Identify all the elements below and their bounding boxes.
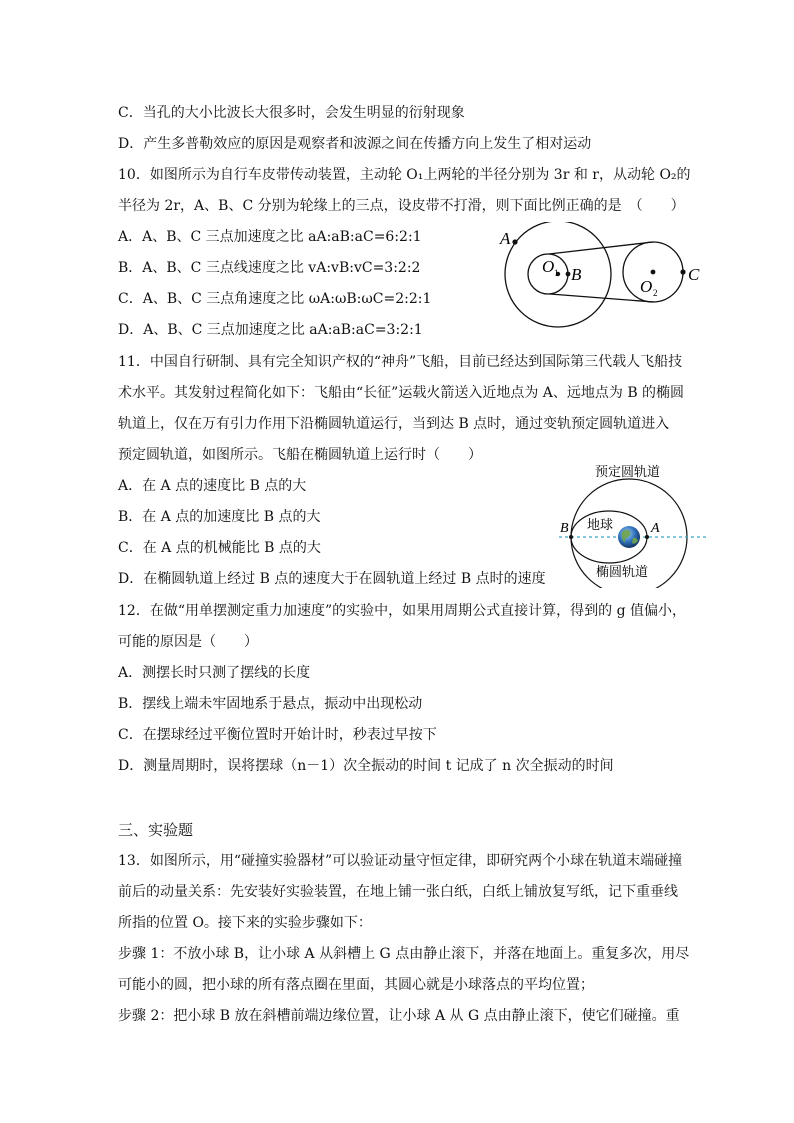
q10-stem-line2: 半径为 2r，A、B、C 分别为轮缘上的三点，设皮带不打滑，则下面比例正确的是 （ ） [118, 198, 685, 214]
q9-option-c: C．当孔的大小比波长大很多时，会发生明显的衍射现象 [118, 105, 465, 121]
q12-stem-line1: 12．在做“用单摆测定重力加速度”的实验中，如果用周期公式直接计算，得到的 g 值偏小， [118, 603, 686, 619]
q13-line4: 步骤 1：不放小球 B，让小球 A 从斜槽上 G 点由静止滚下，并落在地面上。重复多次，用尽 [118, 946, 690, 962]
q12-option-c: C．在摆球经过平衡位置时开始计时，秒表过早按下 [118, 727, 437, 743]
point-b-orbit [569, 535, 573, 539]
q13-line6: 步骤 2：把小球 B 放在斜槽前端边缘位置，让小球 A 从 G 点由静止滚下，使它们碰撞。重 [118, 1008, 680, 1024]
label-o2-sub: 2 [653, 288, 658, 298]
q12-stem-line2: 可能的原因是（ ） [118, 634, 258, 650]
q11-stem-line2: 术水平。其发射过程简化如下：飞船由“长征”运载火箭送入近地点为 A、远地点为 B 的椭圆 [118, 385, 685, 401]
point-a-orbit [645, 535, 649, 539]
label-o2: O [640, 277, 653, 296]
q10-option-a: A．A、B、C 三点加速度之比 aA:aB:aC=6:2:1 [118, 229, 422, 245]
point-o2 [651, 270, 656, 275]
label-o1: O [542, 257, 555, 276]
q11-stem-line4: 预定圆轨道，如图所示。飞船在椭圆轨道上运行时（ ） [118, 447, 482, 463]
earth-label: 地球 [587, 518, 614, 533]
q12-option-d: D．测量周期时，误将摆球（n－1）次全振动的时间 t 记成了 n 次全振动的时间 [118, 758, 614, 774]
q10-option-b: B．A、B、C 三点线速度之比 vA:vB:vC=3:2:2 [118, 260, 421, 276]
q13-line1: 13．如图所示，用“碰撞实验器材”可以验证动量守恒定律，即研究两个小球在轨道末端碰撞 [118, 853, 683, 869]
label-b: B [571, 265, 582, 284]
point-a [512, 239, 517, 244]
q11-option-d: D．在椭圆轨道上经过 B 点的速度大于在圆轨道上经过 B 点时的速度 [118, 571, 546, 587]
q12-option-b: B．摆线上端未牢固地系于悬点，振动中出现松动 [118, 696, 423, 712]
q11-option-b: B．在 A 点的加速度比 B 点的大 [118, 509, 321, 525]
point-b [566, 272, 571, 277]
q10-option-c: C．A、B、C 三点角速度之比 ωA:ωB:ωC=2:2:1 [118, 291, 432, 307]
q13-line5: 可能小的圆，把小球的所有落点圈在里面，其圆心就是小球落点的平均位置； [118, 977, 594, 993]
q9-option-d: D．产生多普勒效应的原因是观察者和波源之间在传播方向上发生了相对运动 [118, 136, 592, 152]
belt-drive-figure [490, 222, 710, 328]
q13-line2: 前后的动量关系：先安装好实验装置，在地上铺一张白纸，白纸上铺放复写纸，记下重垂线 [118, 884, 678, 900]
q11-option-a: A．在 A 点的速度比 B 点的大 [118, 478, 307, 494]
q11-stem-line3: 轨道上，仅在万有引力作用下沿椭圆轨道运行，当到达 B 点时，通过变轨预定圆轨道进入 [118, 416, 670, 432]
q10-stem-line1: 10．如图所示为自行车皮带传动装置，主动轮 O₁上两轮的半径分别为 3r 和 r，从动轮 O₂的 [118, 167, 691, 183]
q12-option-a: A．测摆长时只测了摆线的长度 [118, 665, 311, 681]
section-title-experiment: 三、实验题 [118, 821, 194, 839]
point-c [680, 269, 685, 274]
orbit-figure [555, 458, 715, 588]
earth-icon [618, 526, 640, 548]
q13-line3: 所指的位置 O。接下来的实验步骤如下： [118, 915, 372, 931]
orbit-label-a: A [651, 521, 660, 536]
label-o1-sub: 1 [554, 268, 559, 278]
q11-option-c: C．在 A 点的机械能比 B 点的大 [118, 540, 321, 556]
label-c: C [688, 265, 700, 284]
q11-stem-line1: 11．中国自行研制、具有完全知识产权的“神舟”飞船，目前已经达到国际第三代载人飞船技 [118, 354, 683, 370]
q10-option-d: D．A、B、C 三点加速度之比 aA:aB:aC=3:2:1 [118, 322, 423, 338]
orbit-label-b: B [560, 521, 569, 536]
planned-orbit-label: 预定圆轨道 [595, 465, 661, 480]
label-a: A [500, 229, 511, 248]
elliptical-orbit-label: 椭圆轨道 [596, 565, 649, 580]
